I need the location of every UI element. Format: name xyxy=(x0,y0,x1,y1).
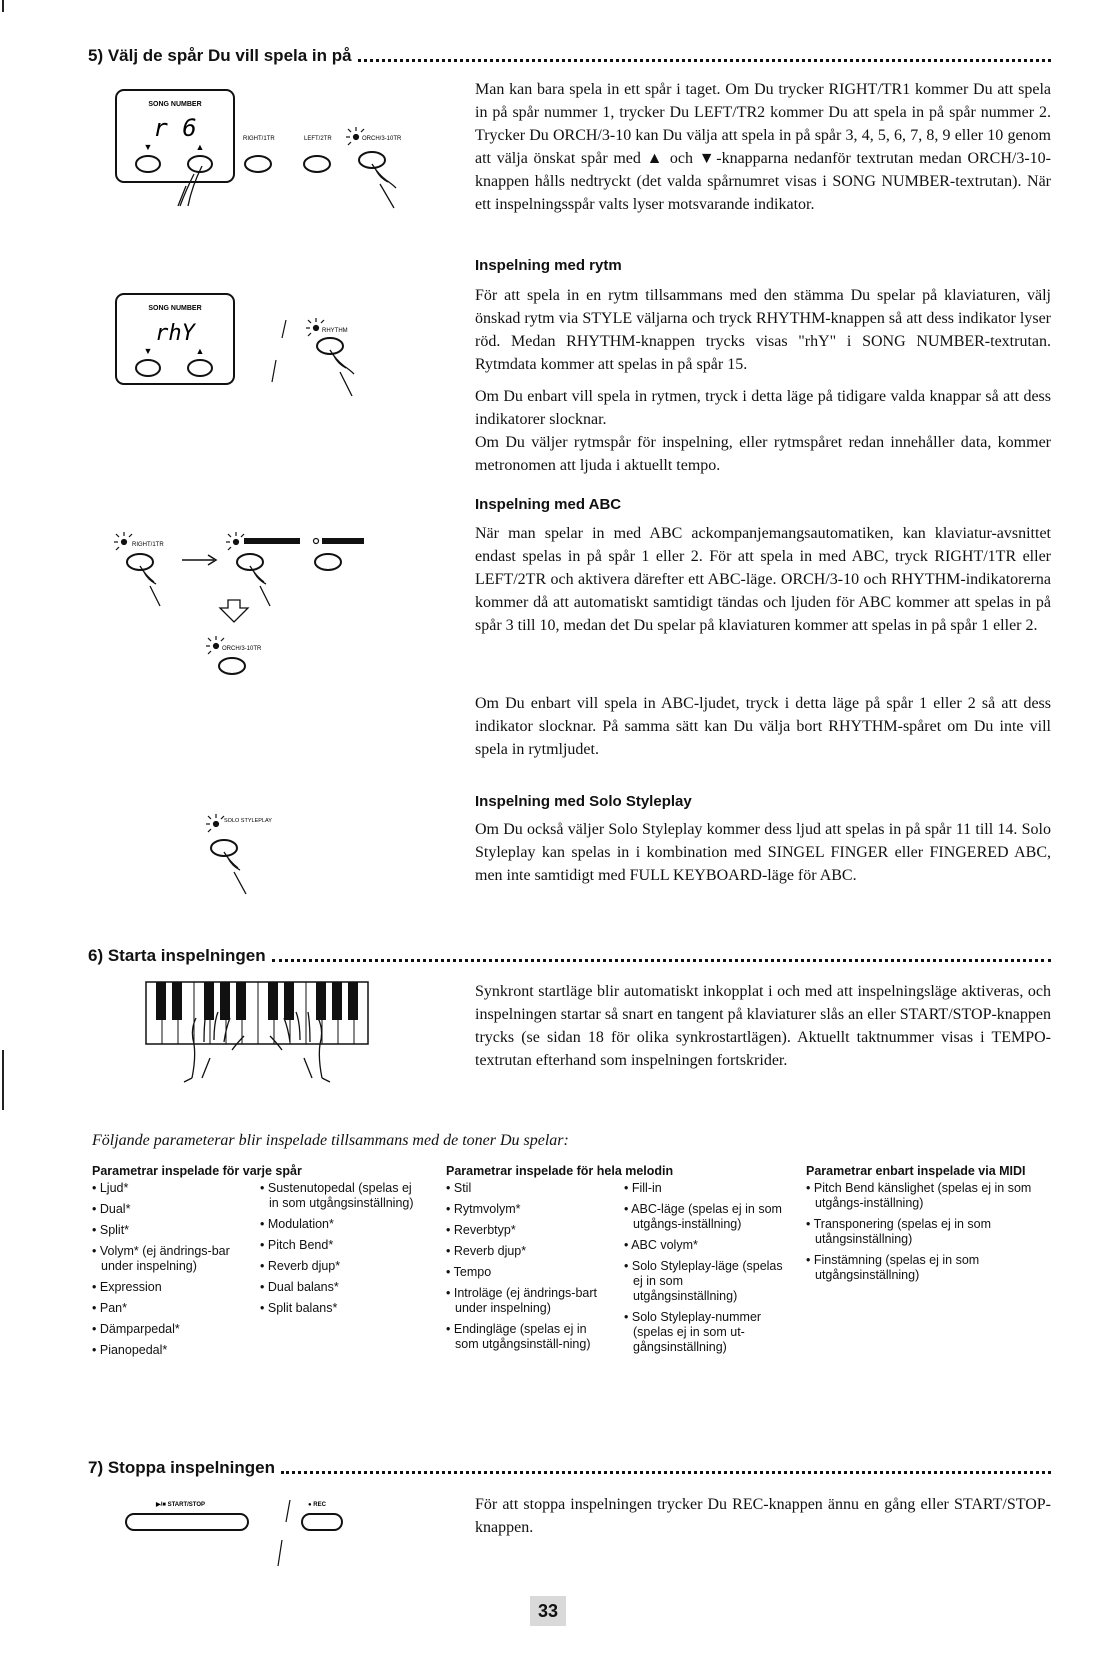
section-5-title: 5) Välj de spår Du vill spela in på xyxy=(88,46,352,65)
page-number: 33 xyxy=(530,1596,566,1626)
list-item: • Split* xyxy=(92,1223,250,1238)
params-per-track-heading: Parametrar inspelade för varje spår xyxy=(92,1164,302,1178)
label-bar xyxy=(322,538,364,544)
list-item: • Reverb djup* xyxy=(260,1259,415,1274)
abc-figure xyxy=(110,520,410,700)
dot-leader xyxy=(272,959,1051,962)
section-7-heading xyxy=(88,1458,1051,1478)
params-whole-song-list-b xyxy=(624,1181,786,1361)
up-arrow-icon: ▲ xyxy=(195,346,205,356)
right-tr-button xyxy=(237,554,263,570)
list-item: • Expression xyxy=(92,1280,250,1295)
pressing-hand-icon xyxy=(140,566,160,606)
down-arrow-icon: ▼ xyxy=(143,142,153,152)
divider-slash xyxy=(278,1540,282,1566)
list-item: • Ljud* xyxy=(92,1181,250,1196)
orch-button xyxy=(219,658,245,674)
right-hand-icon xyxy=(270,1012,330,1082)
list-item: • ABC volym* xyxy=(624,1238,786,1253)
list-item: • Solo Styleplay-nummer (spelas ej in som ut-gångsinställning) xyxy=(624,1310,786,1355)
params-per-track-column xyxy=(92,1164,422,1364)
params-midi-list xyxy=(806,1181,1056,1283)
parameters-intro: Följande parameterar blir inspelade tillsammans med de toner Du spelar: xyxy=(92,1132,569,1149)
label-bar xyxy=(244,538,300,544)
pressing-hand-icon xyxy=(372,164,396,208)
list-item: • Split balans* xyxy=(260,1301,415,1316)
left-tr-button xyxy=(315,554,341,570)
orch-label: ORCH/3-10TR xyxy=(362,136,402,142)
list-item: • Reverbtyp* xyxy=(446,1223,612,1238)
rhythm-paragraph-2: Om Du enbart vill spela in rytmen, tryck i detta läge på tidigare valda knappar så att dess indikatorer slocknar. xyxy=(475,388,1051,428)
list-item: • Dual* xyxy=(92,1202,250,1217)
section-5-heading xyxy=(88,46,1051,66)
down-arrow-icon xyxy=(220,600,248,622)
abc-paragraph-2: Om Du enbart vill spela in ABC-ljudet, tryck i detta läge på spår 1 eller 2 så att dess indikator slocknar. På samma sätt kan Du välja bort RHYTHM-spåret om Du inte vill spela in rytmljudet. xyxy=(475,695,1051,758)
list-item: • Rytmvolym* xyxy=(446,1202,612,1217)
list-item: • Introläge (ej ändrings-bart under inspelning) xyxy=(446,1286,612,1316)
down-button xyxy=(136,156,160,172)
right-tr-button xyxy=(245,156,271,172)
stop-figure xyxy=(118,1494,378,1574)
list-item: • ABC-läge (spelas ej in som utgångs-inställning) xyxy=(624,1202,786,1232)
section-7-title: 7) Stoppa inspelningen xyxy=(88,1458,276,1477)
list-item: • Pitch Bend* xyxy=(260,1238,415,1253)
left-tr-button xyxy=(304,156,330,172)
section-6-heading xyxy=(88,946,1051,966)
list-item: • Fill-in xyxy=(624,1181,786,1196)
params-midi-column xyxy=(806,1164,1056,1289)
left-hand-icon xyxy=(184,1012,244,1082)
song-number-label: SONG NUMBER xyxy=(148,101,202,108)
solo-styleplay-heading: Inspelning med Solo Styleplay xyxy=(475,793,692,810)
section-7-paragraph: För att stoppa inspelningen trycker Du REC-knappen ännu en gång eller START/STOP-knappen. xyxy=(475,1496,1051,1536)
divider-slash xyxy=(282,320,286,338)
solo-styleplay-label: SOLO STYLEPLAY xyxy=(224,818,272,824)
right-tr-label: RIGHT/1TR xyxy=(243,136,275,142)
section-5-intro-paragraph: Man kan bara spela in ett spår i taget. Om Du trycker RIGHT/TR1 kommer Du att spela in på spår nummer 1, trycker Du LEFT/TR2 kommer Du att spela in på spår nummer 2. Trycker Du ORCH/3-10 kan Du välja att spela in på spår 3, 4, 5, 6, 7, 8, 9 eller 10 genom att välja önskat spår med ▲ och ▼-knapparna nedanför textrutan medan ORCH/3-10-knappen hålls nedtryckt (det valda spårnumret visas i SONG NUMBER-textrutan). När ett inspelningsspår valts lyser motsvarande indikator. xyxy=(475,81,1051,213)
list-item: • Dämparpedal* xyxy=(92,1322,250,1337)
solo-styleplay-button xyxy=(211,840,237,856)
params-whole-song-heading: Parametrar inspelade för hela melodin xyxy=(446,1164,674,1178)
list-item: • Sustenutopedal (spelas ej in som utgångsinställning) xyxy=(260,1181,415,1211)
start-stop-button xyxy=(126,1514,248,1530)
rhythm-paragraph-3: Om Du väljer rytmspår för inspelning, eller rytmspåret redan innehåller data, kommer metronomen att ljuda i aktuellt tempo. xyxy=(475,434,1051,474)
list-item: • Stil xyxy=(446,1181,612,1196)
pressing-hand-icon xyxy=(250,566,270,606)
list-item: • Solo Styleplay-läge (spelas ej in som utgångsinställning) xyxy=(624,1259,786,1304)
section-6-paragraph: Synkront startläge blir automatiskt inkopplat i och med att inspelningsläge aktiveras, och inspelningen startar så snart en tangent på klaviaturer slås an eller START/STOP-knappen trycks (se sidan 18 för olika synkrostartlägen). Aktuellt taktnummer visas i TEMPO-textrutan efterhand som inspelningen fortskrider. xyxy=(475,983,1051,1069)
display-value: r 6 xyxy=(153,114,197,142)
track-select-figure xyxy=(110,84,450,224)
indicator-lamp-icon xyxy=(206,814,224,832)
rhythm-paragraph-1: För att spela in en rytm tillsammans med den stämma Du spelar på klaviaturen, välj önskad rytm via STYLE väljarna och tryck RHYTHM-knappen så att dess indikator lyser röd. Medan RHYTHM-knappen trycks visas "rhY" i SONG NUMBER-textrutan. Rytmdata kommer att spelas in på spår 15. xyxy=(475,287,1051,373)
list-item: • Volym* (ej ändrings-bar under inspelning) xyxy=(92,1244,250,1274)
rhythm-label: RHYTHM xyxy=(322,328,348,334)
left-margin-mark xyxy=(2,1050,4,1110)
list-item: • Pianopedal* xyxy=(92,1343,250,1358)
rec-label: ● REC xyxy=(308,1502,326,1508)
abc-paragraph-1: När man spelar in med ABC ackompanjemangsautomatiken, kan klaviatur-avsnittet endast spelas in på spår 1 eller 2. För att spela in med ABC, tryck RIGHT/1TR eller LEFT/2TR och aktivera därefter ett ABC-läge. ORCH/3-10 och RHYTHM-indikatorerna kommer då att automatiskt samtidigt tändas och ljuden för ABC kommer att spelas in på spår 3 till 10, medan det Du spelar på klaviaturen kommer att spelas in på spår 1 eller 2. xyxy=(475,525,1051,634)
orch-button xyxy=(359,152,385,168)
orch-label: ORCH/3-10TR xyxy=(222,646,262,652)
params-whole-song-column xyxy=(446,1164,786,1361)
params-whole-song-list-a xyxy=(446,1181,612,1361)
params-per-track-list-a xyxy=(92,1181,250,1364)
list-item: • Dual balans* xyxy=(260,1280,415,1295)
pressing-hand-icon xyxy=(224,852,246,894)
up-button xyxy=(188,360,212,376)
down-button xyxy=(136,360,160,376)
list-item: • Transponering (spelas ej in som utångsinställning) xyxy=(806,1217,1056,1247)
divider-slash xyxy=(272,360,276,382)
dot-leader xyxy=(358,59,1051,62)
list-item: • Tempo xyxy=(446,1265,612,1280)
display-value: rhY xyxy=(155,321,195,346)
list-item: • Modulation* xyxy=(260,1217,415,1232)
params-midi-heading: Parametrar enbart inspelade via MIDI xyxy=(806,1164,1026,1178)
params-per-track-list-b xyxy=(260,1181,415,1364)
black-keys xyxy=(156,982,358,1020)
rhythm-figure xyxy=(110,290,390,410)
abc-heading: Inspelning med ABC xyxy=(475,496,622,513)
right-tr-button xyxy=(127,554,153,570)
song-number-label: SONG NUMBER xyxy=(148,305,202,312)
keyboard-hands-figure xyxy=(142,978,372,1083)
rhythm-heading: Inspelning med rytm xyxy=(475,257,622,274)
left-tr-label: LEFT/2TR xyxy=(304,136,332,142)
list-item: • Pitch Bend känslighet (spelas ej in som utgångs-inställning) xyxy=(806,1181,1056,1211)
divider-slash xyxy=(286,1500,290,1522)
rhythm-button xyxy=(317,338,343,354)
pressing-hand-icon xyxy=(330,350,354,396)
indicator-lamp-icon xyxy=(114,532,132,550)
down-arrow-icon: ▼ xyxy=(143,346,153,356)
list-item: • Endingläge (spelas ej in som utgångsinställ-ning) xyxy=(446,1322,612,1352)
right-tr-label: RIGHT/1TR xyxy=(132,542,164,548)
section-6-title: 6) Starta inspelningen xyxy=(88,946,266,965)
dot-leader xyxy=(281,1471,1051,1474)
indicator-lamp-icon xyxy=(226,532,244,550)
rec-button xyxy=(302,1514,342,1530)
up-arrow-icon: ▲ xyxy=(195,142,205,152)
start-stop-label: ▶/■ START/STOP xyxy=(156,1502,206,1508)
list-item: • Reverb djup* xyxy=(446,1244,612,1259)
solo-styleplay-paragraph: Om Du också väljer Solo Styleplay kommer dess ljud att spelas in på spår 11 till 14. Solo Styleplay kan spelas in i kombination med SINGEL FINGER eller FINGERED ABC, men inte samtidigt med FULL KEYBOARD-läge för ABC. xyxy=(475,821,1051,884)
solo-styleplay-figure xyxy=(200,810,320,910)
list-item: • Finstämning (spelas ej in som utgångsinställning) xyxy=(806,1253,1056,1283)
left-margin-mark xyxy=(2,0,4,12)
list-item: • Pan* xyxy=(92,1301,250,1316)
